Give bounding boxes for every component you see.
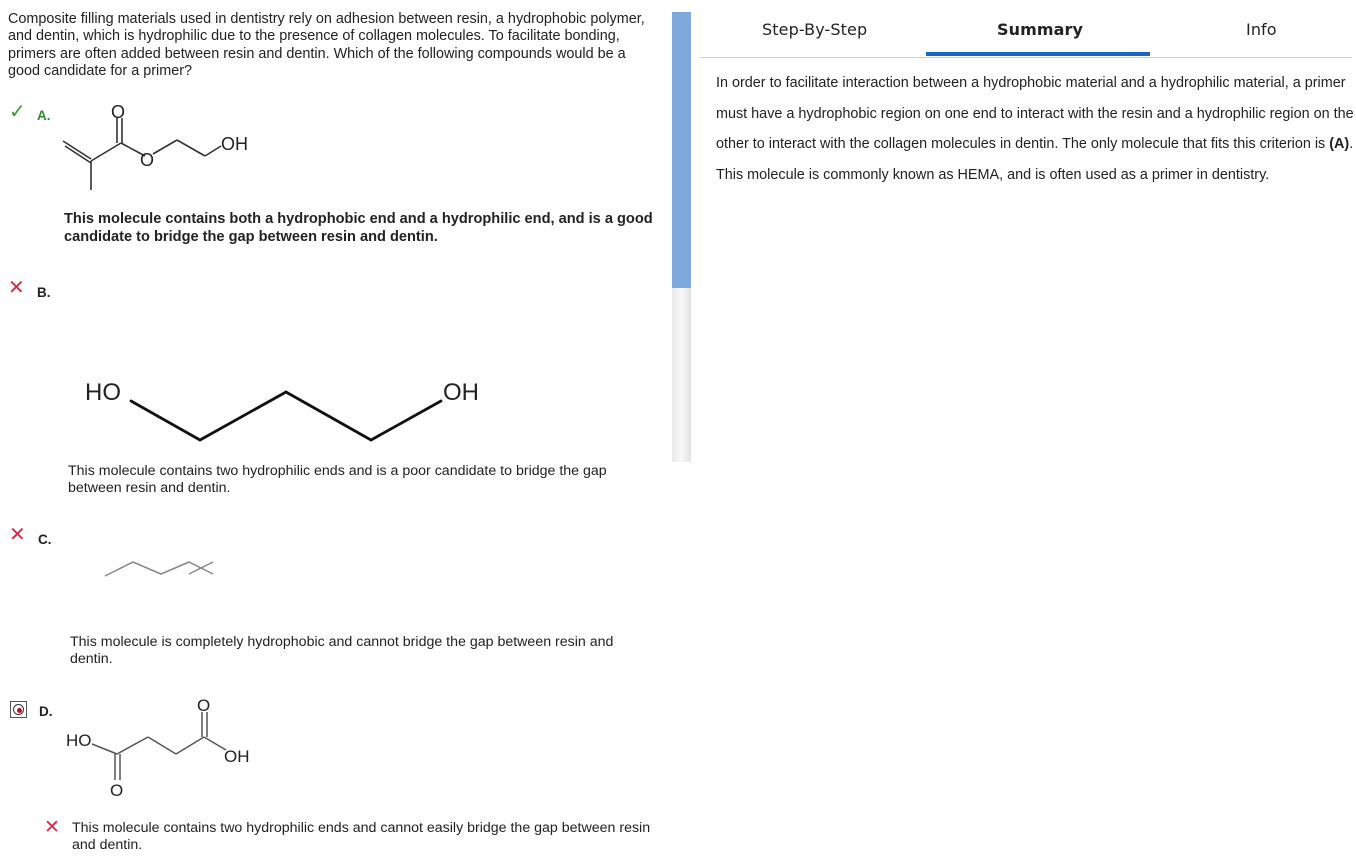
- check-icon: ✓: [9, 101, 26, 123]
- choice-letter: D.: [39, 704, 53, 719]
- active-tab-indicator: [926, 52, 1150, 56]
- question-text: Composite filling materials used in dentistry rely on adhesion between resin, a hydrophobic polymer, and dentin, which is hydrophilic due to the presence of collagen molecules. To facilitate bonding, primers are often added between resin and dentin. Which of the following compounds would be a good candidate for a primer?: [8, 11, 645, 80]
- molecule-c-structure: [100, 550, 230, 590]
- molecule-d-right-label: OH: [224, 747, 250, 766]
- molecule-d-bottom-o-label: O: [110, 781, 124, 800]
- radio-button-selected[interactable]: [10, 701, 27, 718]
- molecule-b-right-label: OH: [443, 379, 479, 406]
- explanation-panel: [700, 0, 1352, 864]
- tab-step-by-step[interactable]: Step-By-Step: [762, 20, 868, 39]
- scrollbar[interactable]: [672, 12, 691, 462]
- cross-icon: ✕: [8, 277, 25, 299]
- molecule-a-structure: [55, 98, 315, 198]
- choice-a-explanation: This molecule contains both a hydrophobic end and a hydrophilic end, and is a good candidate to bridge the gap between resin and dentin.: [64, 211, 653, 245]
- choice-letter: C.: [38, 532, 52, 547]
- radio-ring: [13, 704, 24, 715]
- choice-c-explanation: This molecule is completely hydrophobic and cannot bridge the gap between resin and dentin.: [70, 634, 614, 667]
- cross-icon: ✕: [44, 817, 60, 838]
- molecule-d-left-label: HO: [66, 731, 92, 750]
- molecule-b-left-label: HO: [85, 379, 121, 406]
- molecule-a-ester-label: O: [140, 150, 155, 170]
- summary-text: [716, 68, 1356, 190]
- molecule-d-top-o-label: O: [197, 696, 211, 715]
- choice-letter: B.: [37, 285, 51, 300]
- molecule-a-hydroxyl-label: OH: [221, 134, 248, 154]
- molecule-a-carbonyl-label: O: [111, 102, 126, 122]
- choice-letter: A.: [37, 108, 51, 123]
- summary-text-end: . This molecule is commonly known as HEMA, and is often used as a primer in dentistry.: [716, 136, 1354, 183]
- tab-info[interactable]: Info: [1246, 20, 1277, 39]
- tab-summary[interactable]: Summary: [997, 20, 1084, 39]
- molecule-d-structure: [60, 692, 280, 802]
- choice-b-explanation: This molecule contains two hydrophilic ends and is a poor candidate to bridge the gap between resin and dentin.: [68, 463, 607, 496]
- summary-answer: (A): [1329, 136, 1350, 152]
- choice-d-explanation: This molecule contains two hydrophilic ends and cannot easily bridge the gap between resin and dentin.: [72, 820, 651, 853]
- summary-text-start: In order to facilitate interaction between a hydrophobic material and a hydrophilic material, a primer must have a hydrophobic region on one end to interact with the resin and a hydrophilic region on the other to interact with the collagen molecules in dentin. The only molecule that fits this criterion is: [716, 75, 1354, 152]
- radio-dot: [17, 708, 22, 713]
- molecule-b-structure: [75, 370, 535, 460]
- question-panel: [0, 0, 670, 864]
- cross-icon: ✕: [9, 524, 26, 546]
- scrollbar-thumb[interactable]: [672, 12, 691, 288]
- tab-bar: [700, 0, 1352, 58]
